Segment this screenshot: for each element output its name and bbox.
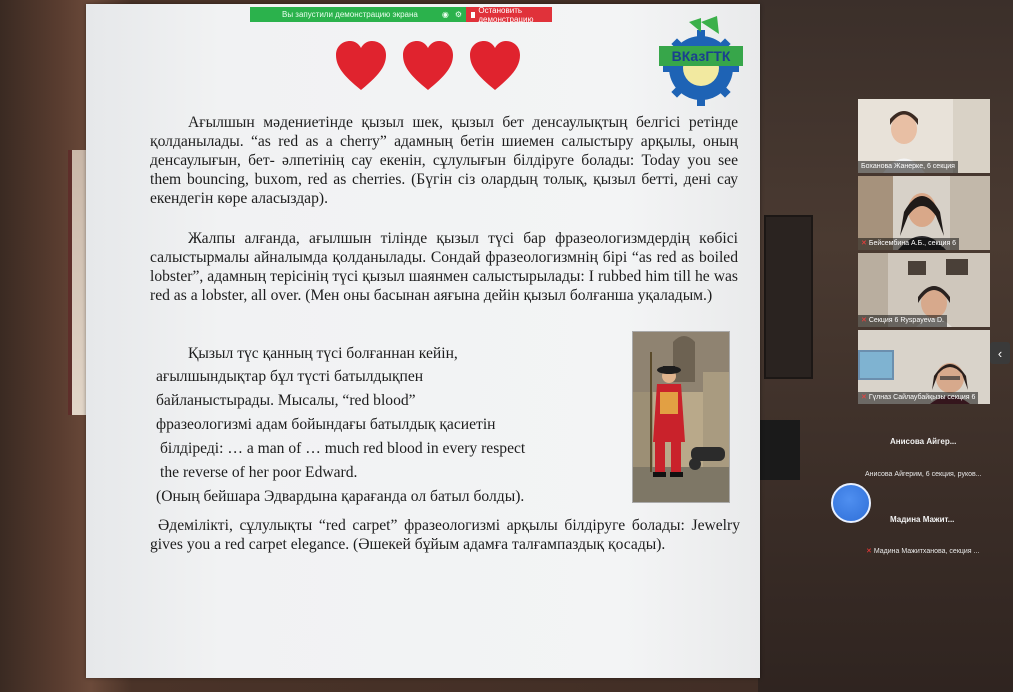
- background-monitor: [760, 420, 800, 480]
- share-status-text: Вы запустили демонстрацию экрана: [282, 10, 418, 19]
- hearts-decoration: [334, 40, 522, 92]
- paragraph-3-line: білдіреді: … a man of … much red blood in every respect: [160, 440, 526, 457]
- participant-tile[interactable]: [858, 253, 990, 327]
- screen-share-bar: [250, 7, 552, 22]
- participant-label: ✕ Бейсембина А.Б., секция 6: [858, 238, 959, 250]
- stop-share-label: Остановить демонстрацию: [478, 5, 534, 24]
- paragraph-4: Әдемілікті, сұлулықты “red carpet” фразеологизмі арқылы білдіруге болады: Jewelry gives you a red carpet elegance. (Әшекей бұйым адамға талғампаздық қосады).: [150, 517, 740, 553]
- participant-subtitle: ✕ Мадина Мажитханова, секция ...: [866, 548, 980, 555]
- mic-muted-icon: ✕: [861, 240, 867, 247]
- participant-name: Мадина Мажит...: [890, 515, 955, 524]
- participant-tile[interactable]: [858, 176, 990, 250]
- participant-label: Боханова Жанерке, 6 секция: [858, 161, 958, 173]
- paragraph-3-line: фразеологизмі адам бойындағы батылдық қасиетін: [156, 416, 496, 433]
- wall-poster: [764, 215, 813, 379]
- paragraph-3-line: the reverse of her poor Edward.: [160, 464, 358, 481]
- participant-tile[interactable]: [858, 99, 990, 173]
- paragraph-3-line: (Оның бейшара Эдвардына қарағанда ол батыл болды).: [156, 488, 525, 505]
- paragraph-3-line: ағылшындықтар бұл түсті батылдықпен: [156, 368, 424, 385]
- logo-text: ВКазГТК: [671, 48, 731, 64]
- participant-tile[interactable]: [858, 330, 990, 404]
- participant-label: ✕ Секция 6 Ryspayeva D.: [858, 315, 947, 327]
- paragraph-1: Ағылшын мәдениетінде қызыл шек, қызыл бет денсаулықтың белгісі ретінде қолданылады. “as red as a cherry” адамның бетін шиемен салыстыру арқылы, оның денсаулығын, бет- әлпетінің сау екенін, сұлулығын білдіруге болады: Today you see them bouncing, buxom, red as cherries. (Бүгін сіз олардың толық, қызыл бетті, дені сау екендегін көре аласыздар).: [150, 114, 738, 207]
- settings-icon[interactable]: ⚙: [454, 10, 462, 19]
- heart-icon: [401, 40, 455, 92]
- stop-icon: [471, 12, 475, 18]
- paragraph-3-line: байланыстырады. Мысалы, “red blood”: [156, 392, 416, 409]
- guard-photo: [632, 331, 730, 503]
- share-status: [250, 7, 466, 22]
- paragraph-3-line: Қызыл түс қанның түсі болғаннан кейін,: [188, 345, 458, 362]
- paragraph-2: Жалпы алғанда, ағылшын тілінде қызыл түсі бар фразеологизмдердің көбісі салыстырмалы айналымда қолданылады. Сондай фразеологизмнің бірі “as red as boiled lobster”, адамның терісінің түсі қызыл шаянмен салыстырылады: I rubbed him till he was red as a lobster, all over. (Мен оны басынан аяғына дейін қызыл болғанша уқаладым.): [150, 230, 738, 304]
- participant-subtitle: Анисова Айгерим, 6 секция, руков...: [865, 471, 982, 478]
- participant-name: Анисова Айгер...: [890, 437, 957, 446]
- stop-share-button[interactable]: [466, 7, 552, 22]
- college-logo: [655, 16, 747, 108]
- heart-icon: [334, 40, 388, 92]
- mic-muted-icon: ✕: [861, 394, 867, 401]
- mic-muted-icon: ✕: [866, 548, 872, 555]
- mic-muted-icon: ✕: [861, 317, 867, 324]
- shield-icon[interactable]: ◉: [441, 10, 449, 19]
- participant-label: ✕ Гүлназ Сайлаубайқызы секция 6: [858, 392, 978, 404]
- chevron-left-icon[interactable]: ‹: [990, 342, 1010, 364]
- heart-icon: [468, 40, 522, 92]
- pointer-indicator: [831, 483, 871, 523]
